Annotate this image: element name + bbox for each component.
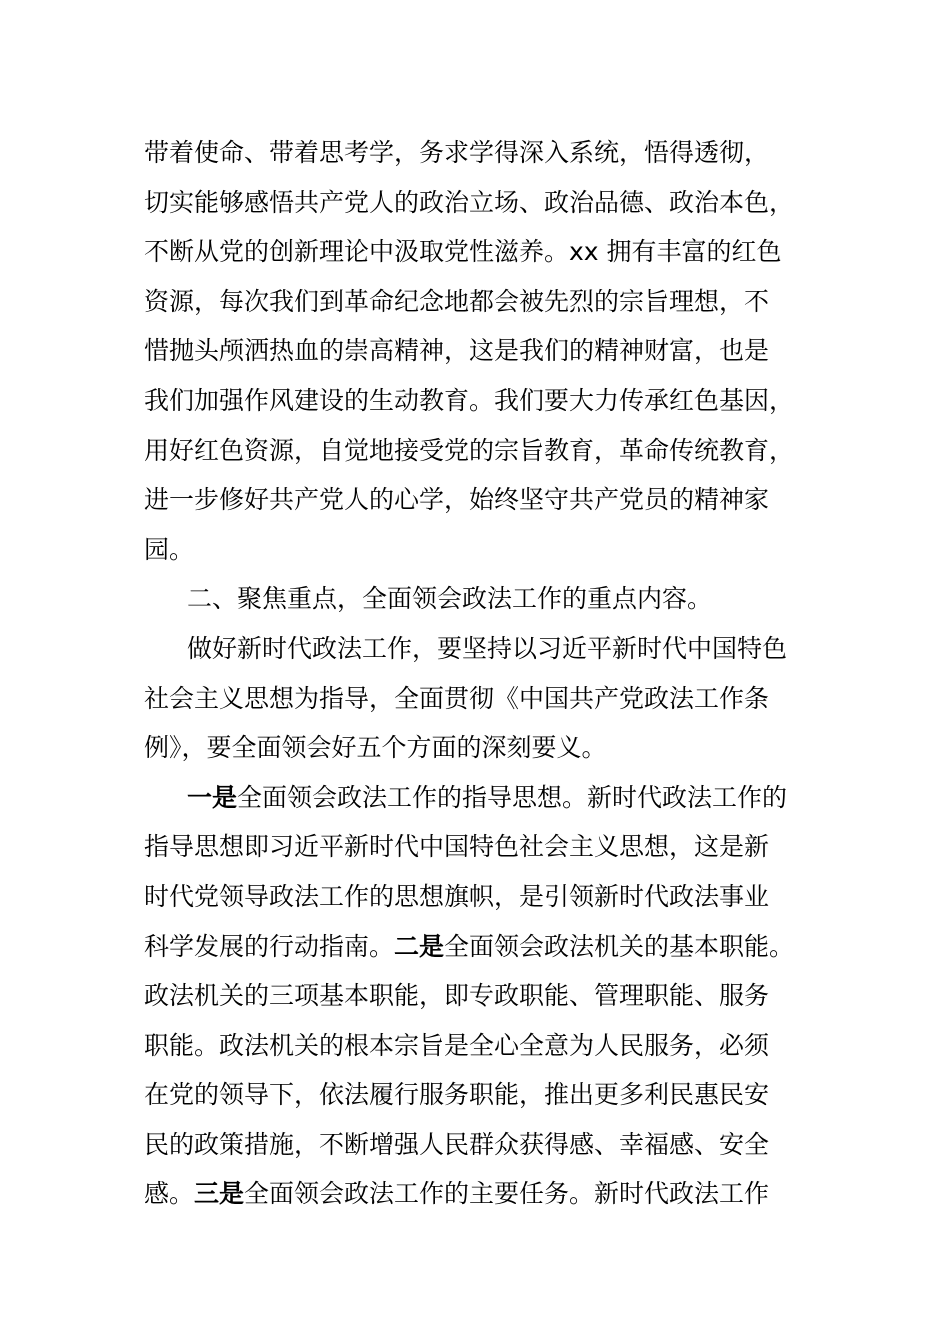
text-segment: 园。 (144, 534, 195, 564)
text-segment: 政法机关的三项基本职能，即专政职能、管理职能、服务 (144, 981, 770, 1011)
text-line (144, 674, 806, 724)
text-segment: 惜抛头颅洒热血的崇高精神，这是我们的精神财富，也是 (144, 336, 770, 366)
text-segment: 做好新时代政法工作，要坚持以习近平新时代中国特色 (187, 633, 788, 663)
text-segment: 全面领会政法工作的指导思想。新时代政法工作的 (237, 782, 788, 812)
text-line (144, 723, 806, 773)
text-segment: 指导思想即习近平新时代中国特色社会主义思想，这是新 (144, 832, 770, 862)
text-segment: 民的政策措施，不断增强人民群众获得感、幸福感、安全 (144, 1129, 770, 1159)
text-line (144, 426, 806, 476)
text-segment: 进一步修好共产党人的心学，始终坚守共产党员的精神家 (144, 485, 770, 515)
text-line (144, 525, 806, 575)
text-segment: 例》，要全面领会好五个方面的深刻要义。 (144, 733, 607, 763)
text-segment: 社会主义思想为指导，全面贯彻《中国共产党政法工作条 (144, 683, 770, 713)
text-line (144, 227, 806, 277)
text-line (144, 1021, 806, 1071)
text-line (144, 971, 806, 1021)
text-segment: 用好红色资源，自觉地接受党的宗旨教育，革命传统教育， (144, 435, 795, 465)
text-line (144, 773, 806, 823)
text-segment: 全面领会政法机关的基本职能。 (444, 931, 795, 961)
text-segment: 科学发展的行动指南。 (144, 931, 395, 961)
text-line (144, 475, 806, 525)
text-segment: 不断从党的创新理论中汲取党性滋养。xx 拥有丰富的红色 (144, 237, 782, 267)
text-segment: 全面领会政法工作的主要任务。新时代政法工作 (244, 1179, 770, 1209)
text-segment: 在党的领导下，依法履行服务职能，推出更多利民惠民安 (144, 1080, 770, 1110)
text-line (144, 574, 806, 624)
text-segment: 感。 (144, 1179, 195, 1209)
text-line (144, 326, 806, 376)
bold-text-segment: 三是 (194, 1179, 245, 1209)
text-segment: 带着使命、带着思考学，务求学得深入系统，悟得透彻， (144, 138, 770, 167)
bold-text-segment: 二是 (394, 931, 445, 961)
text-segment: 二、聚焦重点，全面领会政法工作的重点内容。 (187, 584, 713, 614)
text-line (144, 178, 806, 228)
text-line (144, 277, 806, 327)
text-segment: 我们加强作风建设的生动教育。我们要大力传承红色基因， (144, 385, 795, 415)
text-segment: 资源，每次我们到革命纪念地都会被先烈的宗旨理想，不 (144, 286, 770, 316)
text-line (144, 624, 806, 674)
text-segment: 切实能够感悟共产党人的政治立场、政治品德、政治本色， (144, 187, 795, 217)
text-line (144, 1070, 806, 1120)
bold-text-segment: 一是 (187, 782, 238, 812)
text-line (144, 822, 806, 872)
text-line (144, 128, 806, 178)
text-line (144, 1169, 806, 1219)
text-line (144, 1120, 806, 1170)
text-line (144, 872, 806, 922)
text-segment: 职能。政法机关的根本宗旨是全心全意为人民服务，必须 (144, 1030, 770, 1060)
document-body (144, 128, 806, 1219)
text-segment: 时代党领导政法工作的思想旗帜，是引领新时代政法事业 (144, 881, 770, 911)
text-line (144, 376, 806, 426)
text-line (144, 922, 806, 972)
